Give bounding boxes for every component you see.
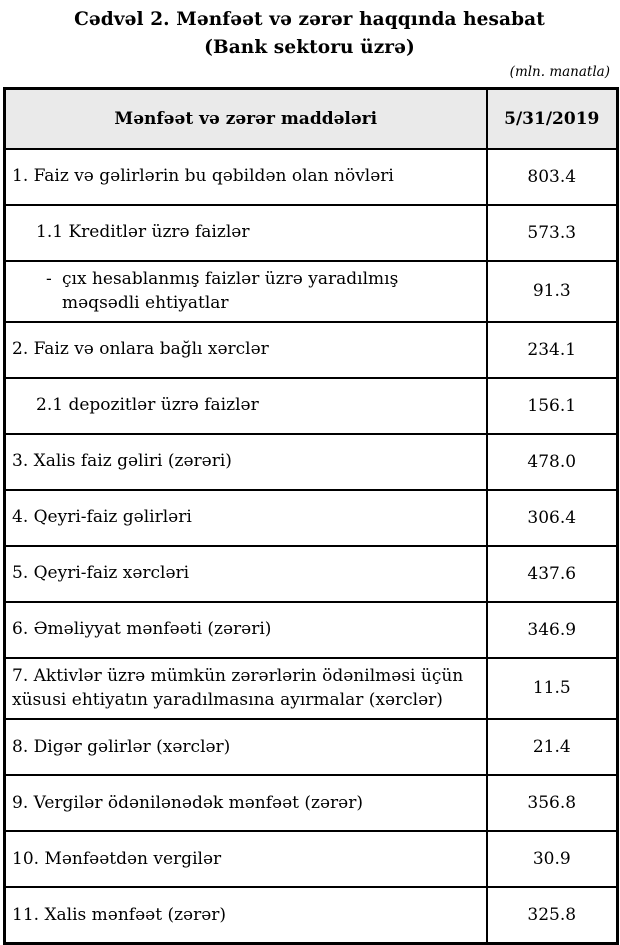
row-label-text: çıx hesablanmış faizlər üzrə yaradılmış məqsədli ehtiyatlar (62, 269, 398, 314)
table-row (5, 378, 618, 434)
row-label: 7. Aktivlər üzrə mümkün zərərlərin ödənilməsi üçün xüsusi ehtiyatın yaradılmasına ayırmalar (xərclər) (5, 658, 487, 719)
row-label: 3. Xalis faiz gəliri (zərəri) (5, 434, 487, 490)
row-label: 1.1 Kreditlər üzrə faizlər (5, 205, 487, 261)
table-row (5, 490, 618, 546)
table-row (5, 658, 618, 719)
table-row (5, 602, 618, 658)
row-value: 30.9 (487, 831, 618, 887)
row-value: 156.1 (487, 378, 618, 434)
row-label (5, 261, 487, 322)
profit-loss-table (3, 87, 619, 945)
row-value: 346.9 (487, 602, 618, 658)
row-value: 21.4 (487, 719, 618, 775)
row-value: 478.0 (487, 434, 618, 490)
table-header-row (5, 88, 618, 149)
row-value: 325.8 (487, 887, 618, 944)
row-label: 6. Əməliyyat mənfəəti (zərəri) (5, 602, 487, 658)
table-row (5, 887, 618, 944)
table-row (5, 546, 618, 602)
table-row (5, 322, 618, 378)
report-title: Cədvəl 2. Mənfəət və zərər haqqında hesabat (3, 6, 616, 34)
row-label: 10. Mənfəətdən vergilər (5, 831, 487, 887)
table-row (5, 434, 618, 490)
row-value: 11.5 (487, 658, 618, 719)
row-value: 437.6 (487, 546, 618, 602)
table-row (5, 261, 618, 322)
row-value: 803.4 (487, 149, 618, 205)
row-label: 8. Digər gəlirlər (xərclər) (5, 719, 487, 775)
row-label: 2.1 depozitlər üzrə faizlər (5, 378, 487, 434)
row-label: 1. Faiz və gəlirlərin bu qəbildən olan növləri (5, 149, 487, 205)
row-value: 91.3 (487, 261, 618, 322)
column-header-date: 5/31/2019 (487, 88, 618, 149)
table-row (5, 719, 618, 775)
row-label: 2. Faiz və onlara bağlı xərclər (5, 322, 487, 378)
table-row (5, 831, 618, 887)
row-label: 4. Qeyri-faiz gəlirləri (5, 490, 487, 546)
row-value: 356.8 (487, 775, 618, 831)
row-label: 11. Xalis mənfəət (zərər) (5, 887, 487, 944)
row-label: 9. Vergilər ödənilənədək mənfəət (zərər) (5, 775, 487, 831)
unit-note: (mln. manatla) (3, 64, 610, 80)
report-subtitle: (Bank sektoru üzrə) (3, 34, 616, 62)
row-label: 5. Qeyri-faiz xərcləri (5, 546, 487, 602)
title-block (3, 6, 616, 62)
row-value: 234.1 (487, 322, 618, 378)
row-value: 306.4 (487, 490, 618, 546)
table-row (5, 149, 618, 205)
dash-bullet: - (46, 267, 52, 292)
table-row (5, 775, 618, 831)
column-header-items: Mənfəət və zərər maddələri (5, 88, 487, 149)
row-value: 573.3 (487, 205, 618, 261)
table-row (5, 205, 618, 261)
